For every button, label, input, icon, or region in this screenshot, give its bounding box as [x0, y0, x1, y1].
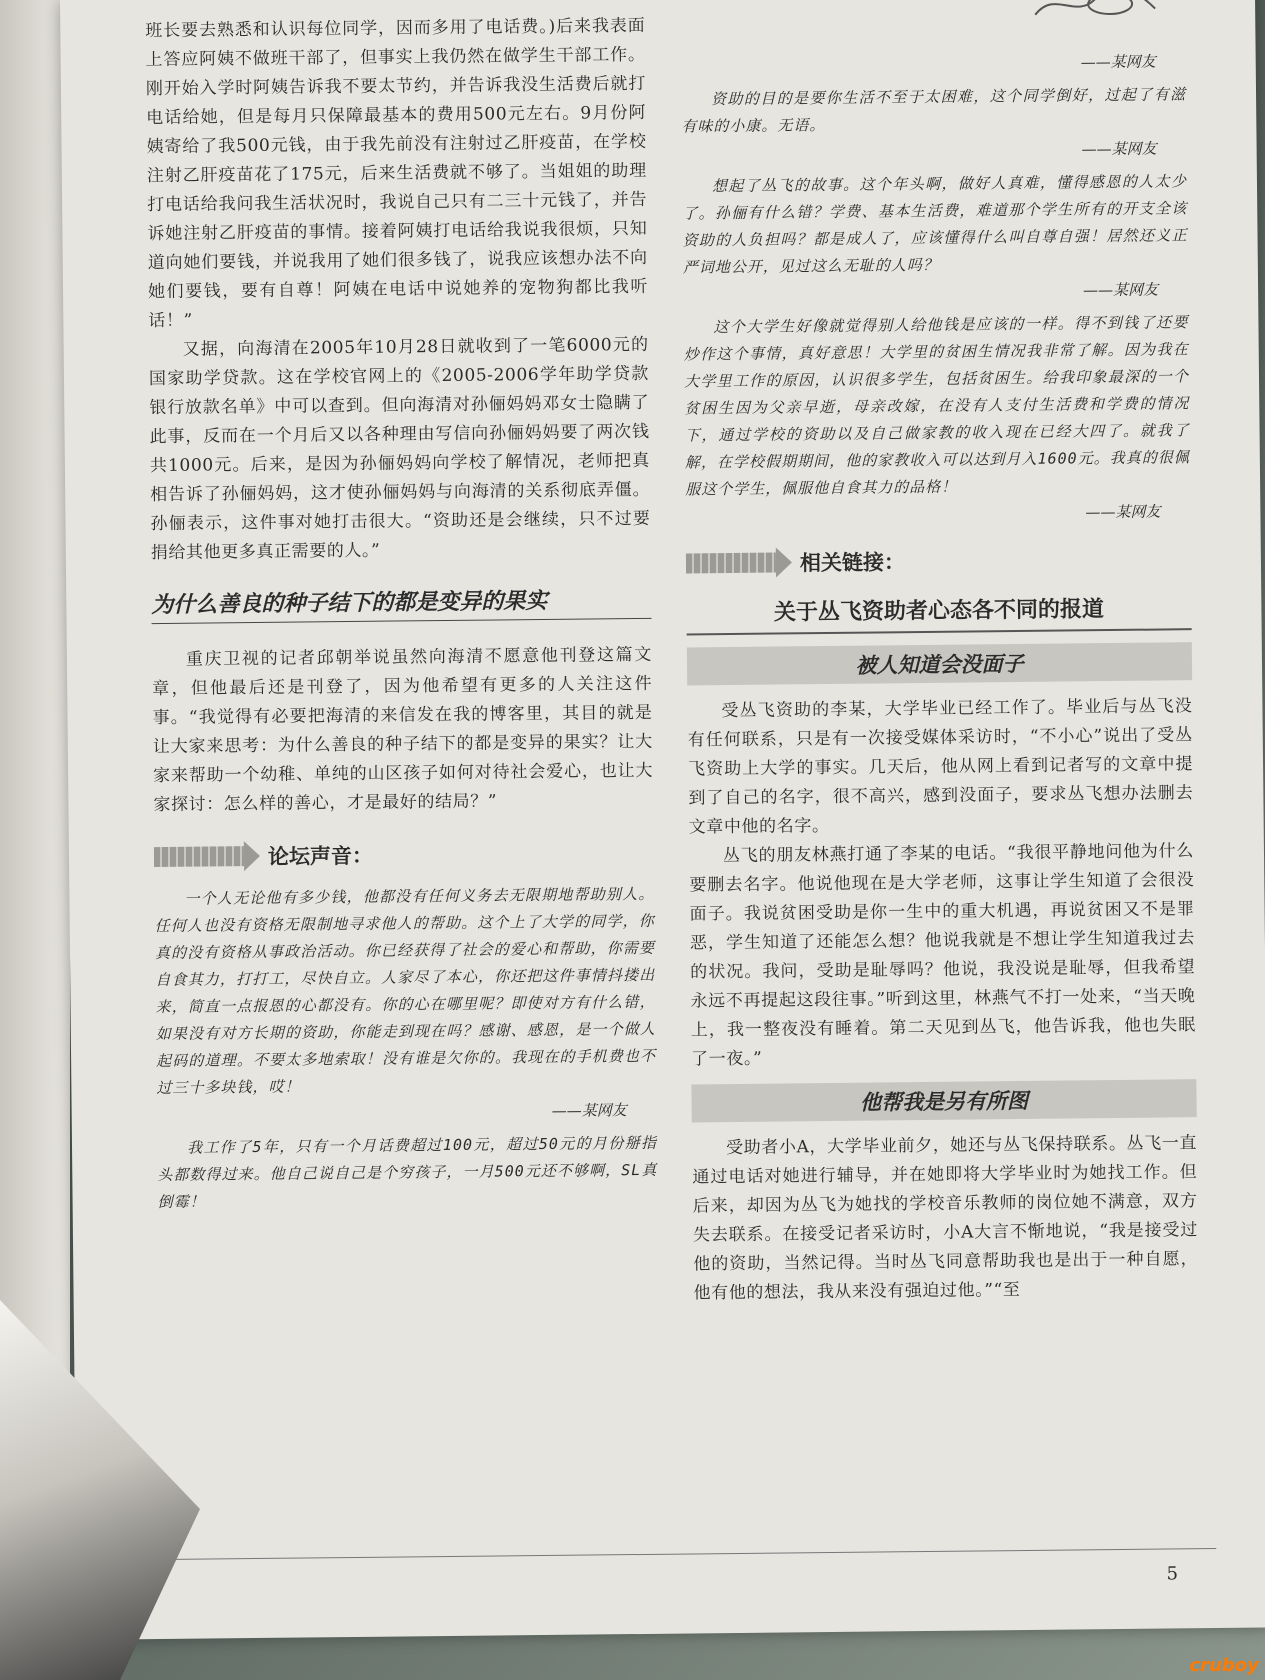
left-paragraph-2: 又据，向海清在2005年10月28日就收到了一笔6000元的国家助学贷款。这在学校官网上的《2005-2006学年助学贷款银行放款名单》中可以查到。但向海清对孙俪妈妈邓女士隐瞒了此事，反而在一个月后又以各种理由写信向孙俪妈妈要了两次钱共1000元。后来，是因为孙俪妈妈向学校了解情况，老师把真相告诉了孙俪妈妈，这才使孙俪妈妈与向海清的关系彻底弄僵。孙俪表示，这件事对她打击很大。“资助还是会继续，只不过要捐给其他更多真正需要的人。” — [148, 334, 651, 564]
forum-section-bar — [154, 837, 654, 872]
right-signature-a: ——某网友 — [1081, 139, 1157, 159]
page-number: 5 — [1166, 1563, 1179, 1585]
corner-scribble-icon — [1025, 0, 1165, 20]
right-post-c: 这个大学生好像就觉得别人给他钱是应该的一样。得不到钱了还要炒作这个事情，真好意思！大学里的贫困生情况我非常了解。因为我在大学里工作的原因，认识很多学生，包括贫困生。给我印象最深的一个贫困生因为父亲早逝，母亲改嫁，在没有人支付生活费和学费的情况下，通过学校的资助以及自己做家教的收入现在已经大四了。就我了解，在学校假期期间，他的家教收入可以达到月入1600元。我真的很佩服这个学生，佩服他自食其力的品格！ — [683, 313, 1190, 499]
related-title: 关于丛飞资助者心态各不同的报道 — [686, 587, 1191, 635]
forum-section-title: 论坛声音： — [267, 843, 374, 869]
right-signature-top: ——某网友 — [1080, 52, 1156, 72]
related-label: 相关链接： — [799, 550, 906, 576]
forum-post-2: 我工作了5年，只有一个月话费超过100元，超过50元的月份掰指头都数得过来。他自己说自己是个穷孩子，一月500元还不够啊，SL真倒霉！ — [157, 1133, 658, 1212]
right-signature-c: ——某网友 — [1085, 502, 1161, 522]
magazine-page — [60, 0, 1265, 1640]
watermark: cruboy — [1189, 1655, 1259, 1676]
right-paragraph-1a: 受丛飞资助的李某，大学毕业已经工作了。毕业后与丛飞没有任何联系，只是有一次接受媒体采访时，“不小心”说出了受丛飞资助上大学的事实。几天后，他从网上看到记者写的文章中提到了自己的名字，很不高兴，感到没面子，要求丛飞想办法删去文章中他的名字。 — [687, 696, 1194, 838]
right-signature-b: ——某网友 — [1082, 280, 1159, 300]
section-heading: 为什么善良的种子结下的都是变异的果实 — [151, 583, 651, 624]
right-paragraph-2: 受助者小A，大学毕业前夕，她还与丛飞保持联系。丛飞一直通过电话对她进行辅导，并在她即将大学毕业时为她找工作。但后来，却因为丛飞为她找的学校音乐教师的岗位她不满意，双方失去联系。在接受记者采访时，小A大言不惭地说，“我是接受过他的资助，当然记得。当时丛飞同意帮助我也是出于一种自愿，他有他的想法，我从来没有强迫过他。”“至 — [692, 1133, 1199, 1304]
arrow-icon — [154, 846, 244, 867]
subheading-2: 他帮我是另有所图 — [691, 1079, 1196, 1122]
arrow-icon — [686, 553, 776, 574]
forum-post-1: 一个人无论他有多少钱，他都没有任何义务去无限期地帮助别人。任何人也没有资格无限制地寻求他人的帮助。这个上了大学的同学，你真的没有资格从事政治活动。你已经获得了社会的爱心和帮助，你需要自食其力，打打工，尽快自立。人家尽了本心，你还把这件事情抖搂出来，简直一点报恩的心都没有。你的心在哪里呢？即使对方有什么错，如果没有对方长期的资助，你能走到现在吗？感谢、感恩，是一个做人起码的道理。不要太多地索取！没有谁是欠你的。我现在的手机费也不过三十多块钱，哎！ — [154, 884, 657, 1098]
subheading-1: 被人知道会没面子 — [687, 642, 1192, 685]
right-column — [681, 48, 1199, 1308]
forum-signature-1: ——某网友 — [551, 1101, 627, 1120]
footer-rule — [96, 1548, 1216, 1561]
left-paragraph-1: 班长要去熟悉和认识每位同学，因而多用了电话费。)后来我表面上答应阿姨不做班干部了，但事实上我仍然在做学生干部工作。刚开始入学时阿姨告诉我不要太节约，并告诉我没生活费后就打电话给她，但是每月只保障最基本的费用500元左右。9月份阿姨寄给了我500元钱，由于我先前没有注射过乙肝疫苗，在学校注射乙肝疫苗花了175元，后来生活费就不够了。当姐姐的助理打电话给我问我生活状况时，我说自己只有二三十元钱了，并告诉她注射乙肝疫苗的事情。接着阿姨打电话给我说我很烦，只知道向她们要钱，并说我用了她们很多钱了，说我应该想办法不向她们要钱，要有自尊！阿姨在电话中说她养的宠物狗都比我听话！” — [145, 15, 649, 332]
right-paragraph-1b: 丛飞的朋友林燕打通了李某的电话。“我很平静地问他为什么要删去名字。他说他现在是大学老师，这事让学生知道了会很没面子。我说贫困受助是你一生中的重大机遇，再说贫困又不是罪恶，学生知道了还能怎么想？他说我就是不想让学生知道我过去的状况。我问，受助是耻辱吗？他说，我没说是耻辱，但我希望永远不再提起这段往事。”听到这里，林燕气不打一处来，“当天晚上，我一整夜没有睡着。第二天见到丛飞，他告诉我，他也失眠了一夜。” — [689, 841, 1196, 1070]
left-column — [145, 12, 658, 1216]
related-section-bar — [686, 543, 1191, 578]
right-post-b: 想起了丛飞的故事。这个年头啊，做好人真难，懂得感恩的人太少了。孙俪有什么错？学费、基本生活费，难道那个学生所有的开支全该资助的人负担吗？都是成人了，应该懂得什么叫自尊自强！居然还义正严词地公开，见过这么无耻的人吗？ — [682, 172, 1188, 277]
left-paragraph-3: 重庆卫视的记者邱朝举说虽然向海清不愿意他刊登这篇文章，但他最后还是刊登了，因为他希望有更多的人关注这件事。“我觉得有必要把海清的来信发在我的博客里，其目的就是让大家来思考：为什么善良的种子结下的都是变异的果实？让大家来帮助一个幼稚、单纯的山区孩子如何对待社会爱心，也让大家探讨：怎么样的善心，才是最好的结局？” — [152, 644, 654, 816]
right-post-a: 资助的目的是要你生活不至于太困难，这个同学倒好，过起了有滋有味的小康。无语。 — [681, 85, 1187, 136]
